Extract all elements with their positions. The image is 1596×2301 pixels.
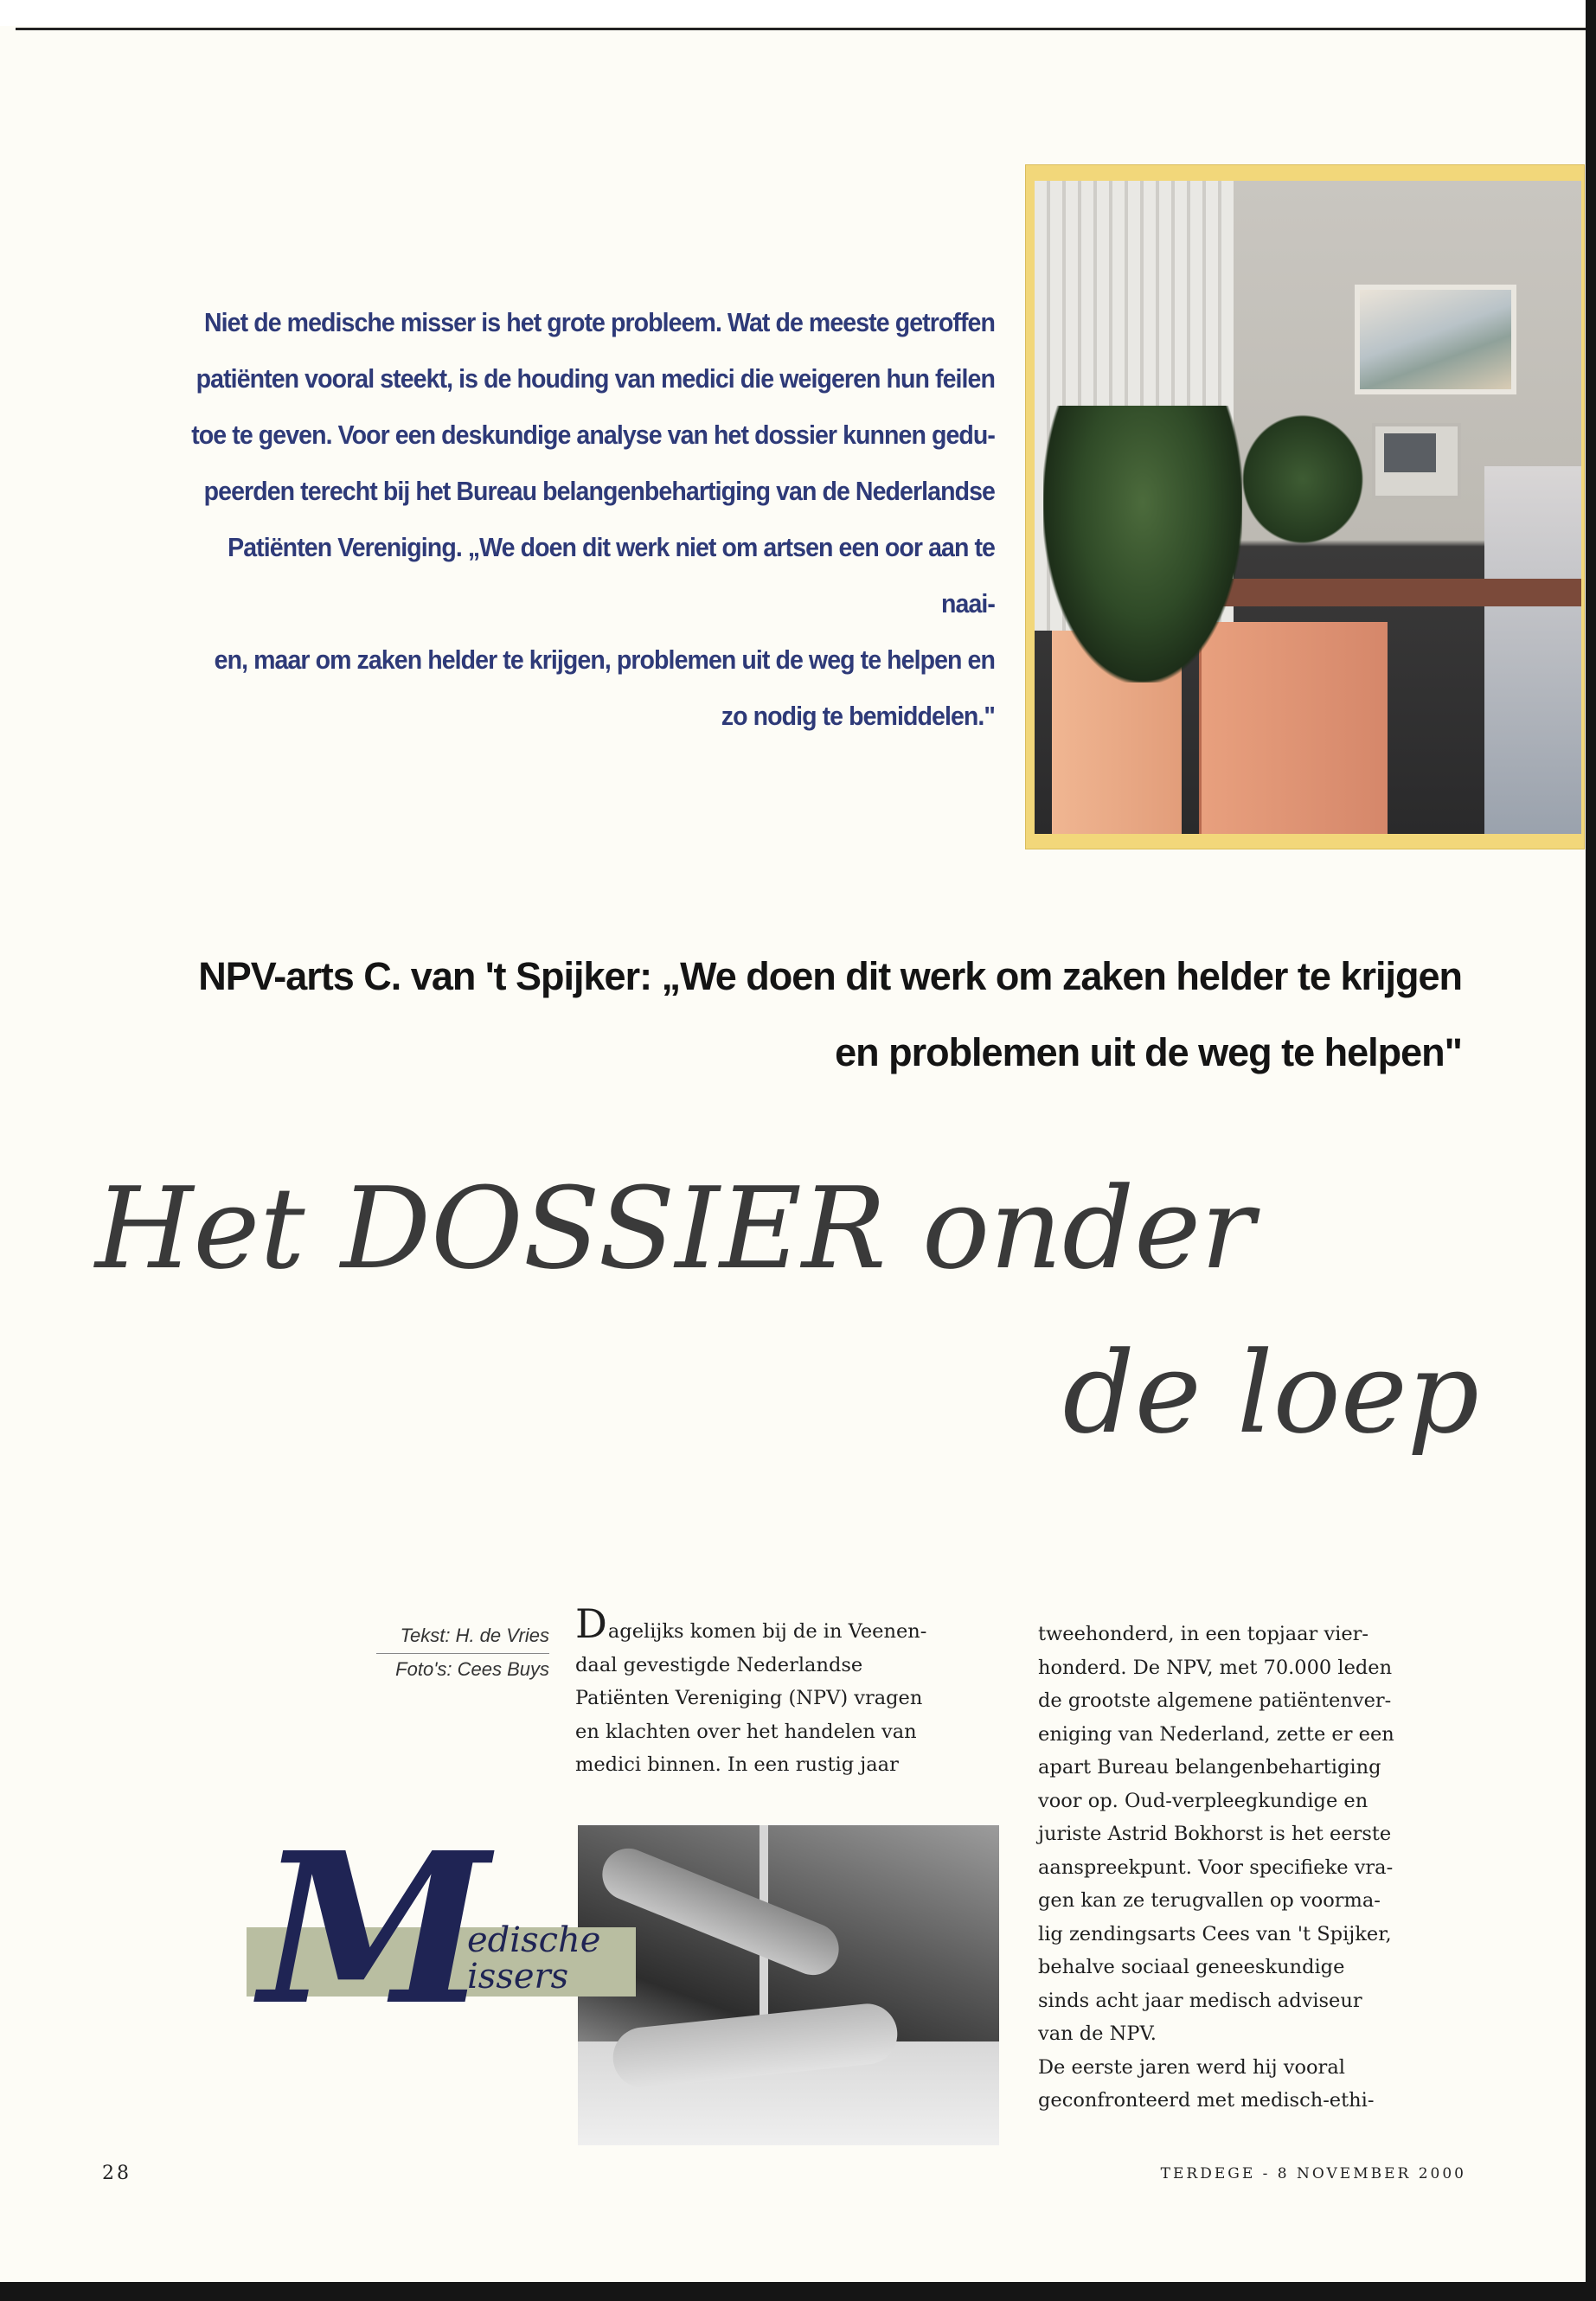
intro-line: Patiënten Vereniging. „We doen dit werk niet om artsen een oor aan te naai- bbox=[228, 532, 995, 619]
page-number: 28 bbox=[102, 2163, 131, 2184]
dropcap: D bbox=[575, 1600, 607, 1647]
body-line: sinds acht jaar medisch adviseur bbox=[1038, 1989, 1362, 2012]
scan-border-top bbox=[0, 0, 1596, 26]
medische-missers-logo-word-2: issers bbox=[467, 1957, 569, 1997]
intro-line: toe te geven. Voor een deskundige analyse van het dossier kunnen gedu- bbox=[191, 420, 995, 450]
body-line: geconfronteerd met medisch-ethi- bbox=[1038, 2089, 1375, 2112]
body-line: De eerste jaren werd hij vooral bbox=[1038, 2055, 1345, 2079]
body-line: Patiënten Vereniging (NPV) vragen bbox=[575, 1687, 923, 1709]
credits bbox=[320, 1620, 549, 1685]
headline-line-1: Het DOSSIER onder bbox=[95, 1163, 1255, 1294]
body-line: en klachten over het handelen van bbox=[575, 1720, 917, 1743]
credit-photos: Foto's: Cees Buys bbox=[395, 1658, 549, 1680]
intro-line: zo nodig te bemiddelen." bbox=[721, 701, 995, 731]
hospital-photo bbox=[578, 1825, 999, 2145]
intro-paragraph bbox=[175, 294, 995, 744]
body-line: eniging van Nederland, zette er een bbox=[1038, 1722, 1394, 1746]
medische-missers-logo-initial: M bbox=[260, 1807, 490, 2051]
body-line: de grootste algemene patiëntenver- bbox=[1038, 1689, 1392, 1712]
computer-monitor bbox=[1372, 423, 1461, 499]
scan-border-right bbox=[1586, 0, 1596, 2301]
subtitle-line: en problemen uit de weg te helpen" bbox=[835, 1030, 1462, 1074]
body-column-1 bbox=[575, 1600, 999, 1782]
headline-line-2: de loep bbox=[1062, 1327, 1479, 1458]
body-line: gen kan ze terugvallen op voorma- bbox=[1038, 1889, 1381, 1912]
body-column-2 bbox=[1038, 1618, 1471, 2118]
window-right bbox=[1484, 466, 1581, 834]
scan-top-rule bbox=[16, 28, 1586, 30]
intro-line: patiënten vooral steekt, is de houding van medici die weigeren hun feilen bbox=[195, 363, 995, 394]
article-subtitle bbox=[130, 939, 1462, 1091]
potted-plant bbox=[1234, 406, 1372, 553]
medische-missers-logo-word-1: edische bbox=[467, 1920, 601, 1960]
credit-text: Tekst: H. de Vries bbox=[400, 1625, 549, 1646]
body-line: daal gevestigde Nederlandse bbox=[575, 1653, 863, 1676]
subtitle-line: NPV-arts C. van 't Spijker: „We doen dit werk om zaken helder te krijgen bbox=[198, 954, 1462, 998]
body-line: Dagelijks komen bij de in Veenen- bbox=[575, 1600, 927, 1647]
body-line: lig zendingsarts Cees van 't Spijker, bbox=[1038, 1922, 1392, 1945]
intro-line: peerden terecht bij het Bureau belangenbehartiging van de Nederlandse bbox=[203, 476, 995, 506]
intro-line: Niet de medische misser is het grote probleem. Wat de meeste getroffen bbox=[203, 307, 996, 337]
body-line: juriste Astrid Bokhorst is het eerste bbox=[1038, 1823, 1392, 1845]
body-line: van de NPV. bbox=[1038, 2022, 1157, 2045]
body-line: behalve sociaal geneeskundige bbox=[1038, 1956, 1345, 1978]
body-line: apart Bureau belangenbehartiging bbox=[1038, 1756, 1381, 1779]
office-photo-scene bbox=[1035, 181, 1581, 834]
intro-line: en, maar om zaken helder te krijgen, problemen uit de weg te helpen en bbox=[214, 644, 996, 675]
body-line: voor op. Oud-verpleegkundige en bbox=[1038, 1789, 1368, 1812]
desk-top bbox=[1190, 579, 1581, 606]
wall-painting bbox=[1355, 285, 1516, 394]
fern-plant bbox=[1043, 406, 1242, 683]
office-photo bbox=[1025, 164, 1585, 849]
body-line: medici binnen. In een rustig jaar bbox=[575, 1753, 899, 1776]
magazine-footer: TERDEGE - 8 NOVEMBER 2000 bbox=[1160, 2165, 1466, 2182]
body-line: tweehonderd, in een topjaar vier- bbox=[1038, 1623, 1369, 1645]
scan-border-bottom bbox=[0, 2282, 1596, 2301]
body-line: aanspreekpunt. Voor specifieke vra- bbox=[1038, 1856, 1394, 1879]
body-line: honderd. De NPV, met 70.000 leden bbox=[1038, 1656, 1393, 1679]
